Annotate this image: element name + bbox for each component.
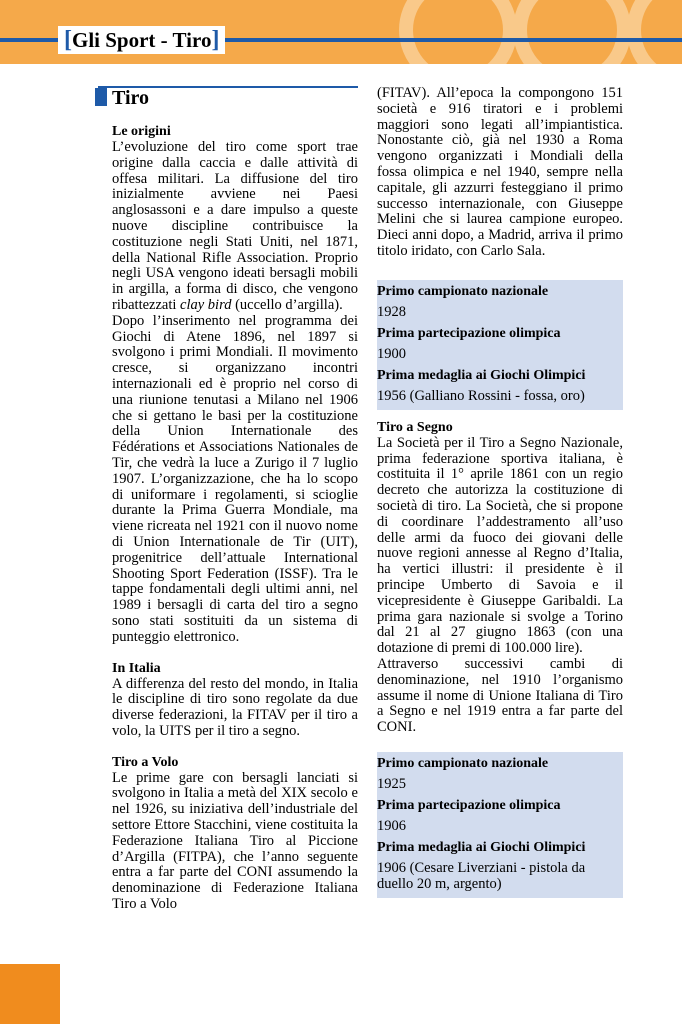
paragraph-origini-1 [112,140,358,314]
paragraph-origini-2: Dopo l’inserimento nel programma dei Giochi di Atene 1896, nel 1897 si svolgono i primi Mondiali. Il movimento cresce, si organizzano incontri internazionali ed è proprio nel corso di una riunione tenutasi a Milano nel 1906 che si gettano le basi per la costituzione della Union Internationale des Fédérations et Associations Nationales de Tir, che vedrà la luce a Zurigo il 7 luglio 1907. L’organizzazione, che ha lo scopo di uniformare i regolamenti, si scioglie durante la Prima Guerra Mondiale, ma viene ricreata nel 1921 con il nuovo nome di Union Internationale de Tir (UIT), progenitrice dell’attuale International Shooting Sport Federation (ISSF). Tra le tappe fondamentali degli ultimi anni, nel 1989 i bersagli di carta del tiro a segno sono stati sostituiti da un sistema di punteggio elettronico. [112,312,358,645]
text-span: L’evoluzione del tiro come sport trae origine dalla caccia e dalle attività di offesa militari. La diffusione del tiro inizialmente avviene nei Paesi anglosassoni e a dare impulso a queste nuove discipline contribuisce la costituzione negli Stati Uniti, nel 1871, della National Rifle Association. Proprio negli USA vengono ideati bersagli mobili in argilla, a forma di disco, che vengono ribattezzati [112,139,358,313]
clay-bird-italic: clay bird [180,296,232,313]
header-title [58,26,225,54]
infobox-value: 1928 [377,303,406,320]
paragraph-tiro-a-segno-2: Attraverso successivi cambi di denominazione, nel 1910 l’organismo assume il nome di Unione Italiana di Tiro a Segno e nel 1919 entra a far parte del CONI. [377,655,623,736]
paragraph-in-italia: A differenza del resto del mondo, in Italia le discipline di tiro sono regolate da due diverse federazioni, la FITAV per il tiro a volo, la UITS per il tiro a segno. [112,675,358,739]
heading-in-italia: In Italia [112,660,161,676]
infobox-value: 1900 [377,345,406,362]
bracket-open: [ [64,26,72,53]
heading-tiro-a-volo: Tiro a Volo [112,754,179,770]
heading-tiro-a-segno: Tiro a Segno [377,419,453,435]
infobox-label: Prima medaglia ai Giochi Olimpici [377,367,586,383]
infobox-value: 1956 (Galliano Rossini - fossa, oro) [377,387,585,404]
left-column [112,86,358,913]
paragraph-tiro-a-segno-1: La Società per il Tiro a Segno Nazionale, prima federazione sportiva italiana, è costituita il 1° aprile 1861 con un regio decreto che autorizza la costituzione di società di tiro. La Società, che si propone di coordinare l’addestramento all’uso delle armi da fuoco dei giovani delle nuove regioni annesse al Regno d’Italia, ha vertici illustri: il presidente è il principe Umberto di Savoia e il vicepresidente è Giuseppe Garibaldi. La prima gara nazionale si svolge a Torino dal 21 al 27 giugno 1863 (con una dotazione di premi di 100.000 lire). [377,434,623,657]
spacer [112,646,358,661]
corner-accent-block [0,964,60,1024]
spacer [377,260,623,280]
infobox-label: Prima partecipazione olimpica [377,325,561,341]
spacer [112,740,358,755]
infobox-tiro-a-segno [377,752,623,898]
bracket-close: ] [211,26,220,53]
infobox-value: 1906 (Cesare Liverziani - pistola da duello 20 m, argento) [377,859,586,892]
infobox-value: 1906 [377,817,406,834]
infobox-label: Prima partecipazione olimpica [377,797,561,813]
section-marker [95,88,107,106]
infobox-label: Primo campionato nazionale [377,755,549,771]
spacer [377,410,623,420]
infobox-value: 1925 [377,775,406,792]
heading-le-origini: Le origini [112,124,171,139]
section-title [98,86,358,110]
infobox-label: Prima medaglia ai Giochi Olimpici [377,839,586,855]
right-column [377,86,623,898]
header-title-text: Gli Sport - Tiro [72,27,212,52]
spacer [377,736,623,752]
section-title-text: Tiro [112,87,150,109]
paragraph-tiro-a-volo-right: (FITAV). All’epoca la compongono 151 società e 916 tiratori e i problemi maggiori sono legati all’impiantistica. Nonostante ciò, già nel 1930 a Roma vengono organizzati i Mondiali della fossa olimpica e nel 1940, sempre nella capitale, gli azzurri festeggiano il primo successo internazionale, con Giuseppe Melini che si laurea campione europeo. Dieci anni dopo, a Madrid, arriva il primo titolo iridato, con Carlo Sala. [377,85,623,259]
infobox-label: Primo campionato nazionale [377,283,549,299]
page-header [0,0,682,64]
infobox-tiro-a-volo [377,280,623,410]
paragraph-tiro-a-volo-left: Le prime gare con bersagli lanciati si svolgono in Italia a metà del XIX secolo e nel 1926, su iniziativa dell’industriale del settore Ettore Stacchini, viene costituita la Federazione Italiana Tiro al Piccione d’Argilla (FITPA), che l’anno seguente entra a far parte del CONI assumendo la denominazione di Federazione Italiana Tiro a Volo [112,769,358,913]
text-span: (uccello d’argilla). [231,296,343,313]
